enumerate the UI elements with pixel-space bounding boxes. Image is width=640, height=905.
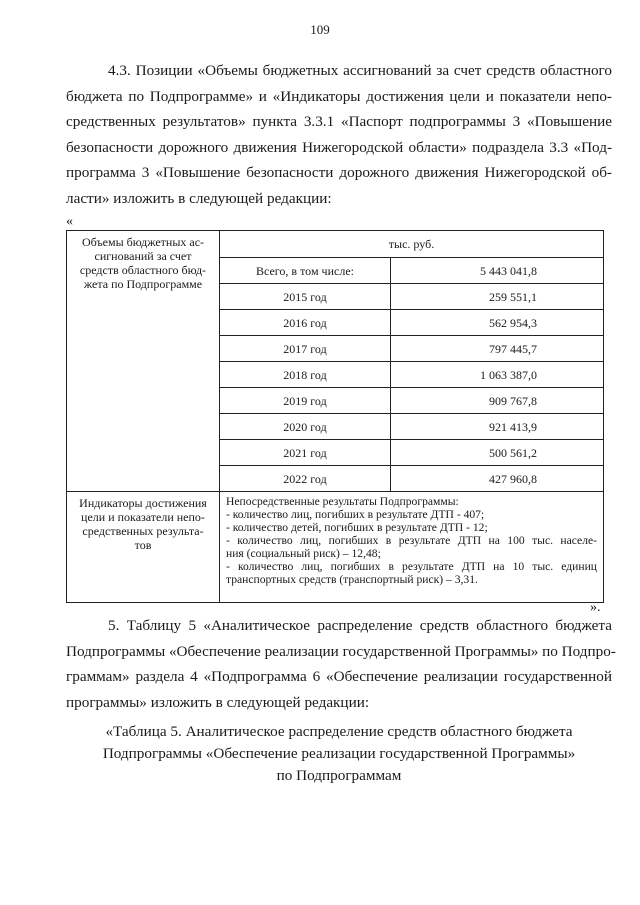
text-line: ласти» изложить в следующей редакции: <box>66 189 332 207</box>
opening-quote: « <box>66 214 73 229</box>
text-line: программа 3 «Повышение безопасности дорожного движения Нижегородской об- <box>66 164 612 181</box>
row-label: 2022 год <box>220 466 391 492</box>
indicator-line: транспортных средств (транспортный риск) – 3,31. <box>226 573 478 586</box>
text-line: программы» изложить в следующей редакции: <box>66 693 370 711</box>
text-line: бюджета по Подпрограмме» и «Индикаторы достижения цели и показатели непо- <box>66 87 612 105</box>
text-line: 5. Таблицу 5 «Аналитическое распределение средств областного бюджета <box>108 617 612 634</box>
row-value: 1 063 387,0 <box>391 362 604 388</box>
row-value: 797 445,7 <box>391 336 604 362</box>
row-label: 2017 год <box>220 336 391 362</box>
closing-quote: ». <box>590 600 601 615</box>
row-value: 562 954,3 <box>391 310 604 336</box>
indicator-line: - количество лиц, погибших в результате ДТП - 407; <box>226 508 485 521</box>
text-line: 4.3. Позиции «Объемы бюджетных ассигнований за счет средств областного <box>108 62 612 79</box>
passport-table <box>66 230 604 603</box>
indicators-label-cell <box>67 492 220 603</box>
indicator-line: Непосредственные результаты Подпрограммы: <box>226 495 459 508</box>
table-5-caption <box>66 721 612 787</box>
row-label: 2021 год <box>220 440 391 466</box>
row-label: 2020 год <box>220 414 391 440</box>
unit-header: тыс. руб. <box>220 231 604 258</box>
row-label: 2018 год <box>220 362 391 388</box>
caption-line: «Таблица 5. Аналитическое распределение средств областного бюджета <box>105 723 573 740</box>
intro-paragraph <box>66 58 612 211</box>
budget-label-cell <box>67 231 220 492</box>
indicator-line: - количество лиц, погибших в результате ДТП на 100 тыс. населе- <box>226 534 597 547</box>
row-value: 500 561,2 <box>391 440 604 466</box>
budget-label: Объемы бюджетных ас- сигнований за счет средств областного бюд- жета по Подпрограмме <box>79 235 207 291</box>
indicator-line: - количество лиц, погибших в результате ДТП на 10 тыс. единиц <box>226 560 597 573</box>
row-value: 921 413,9 <box>391 414 604 440</box>
indicator-line: ния (социальный риск) – 12,48; <box>226 547 381 560</box>
row-value: 427 960,8 <box>391 466 604 492</box>
indicators-text-cell <box>220 492 604 603</box>
row-label: 2015 год <box>220 284 391 310</box>
paragraph-5 <box>66 613 616 715</box>
text-line: безопасности дорожного движения Нижегородской области» подраздела 3.3 «Под- <box>66 138 612 156</box>
row-label: 2016 год <box>220 310 391 336</box>
caption-line: Подпрограммы «Обеспечение реализации государственной Программы» <box>102 745 576 762</box>
row-label: Всего, в том числе: <box>220 258 391 284</box>
indicator-line: - количество детей, погибших в результате ДТП - 12; <box>226 521 488 534</box>
text-line: граммам» раздела 4 «Подпрограмма 6 «Обеспечение реализации государственной <box>66 668 612 685</box>
text-line: Подпрограммы «Обеспечение реализации государственной Программы» по Подпро- <box>66 642 616 660</box>
indicators-label: Индикаторы достижения цели и показатели непо- средственных результа- тов <box>79 496 207 552</box>
row-value: 5 443 041,8 <box>391 258 604 284</box>
row-value: 909 767,8 <box>391 388 604 414</box>
caption-line: по Подпрограммам <box>276 767 402 784</box>
row-value: 259 551,1 <box>391 284 604 310</box>
row-label: 2019 год <box>220 388 391 414</box>
page-number: 109 <box>310 22 330 37</box>
text-line: средственных результатов» пункта 3.3.1 «Паспорт подпрограммы 3 «Повышение <box>66 113 612 130</box>
